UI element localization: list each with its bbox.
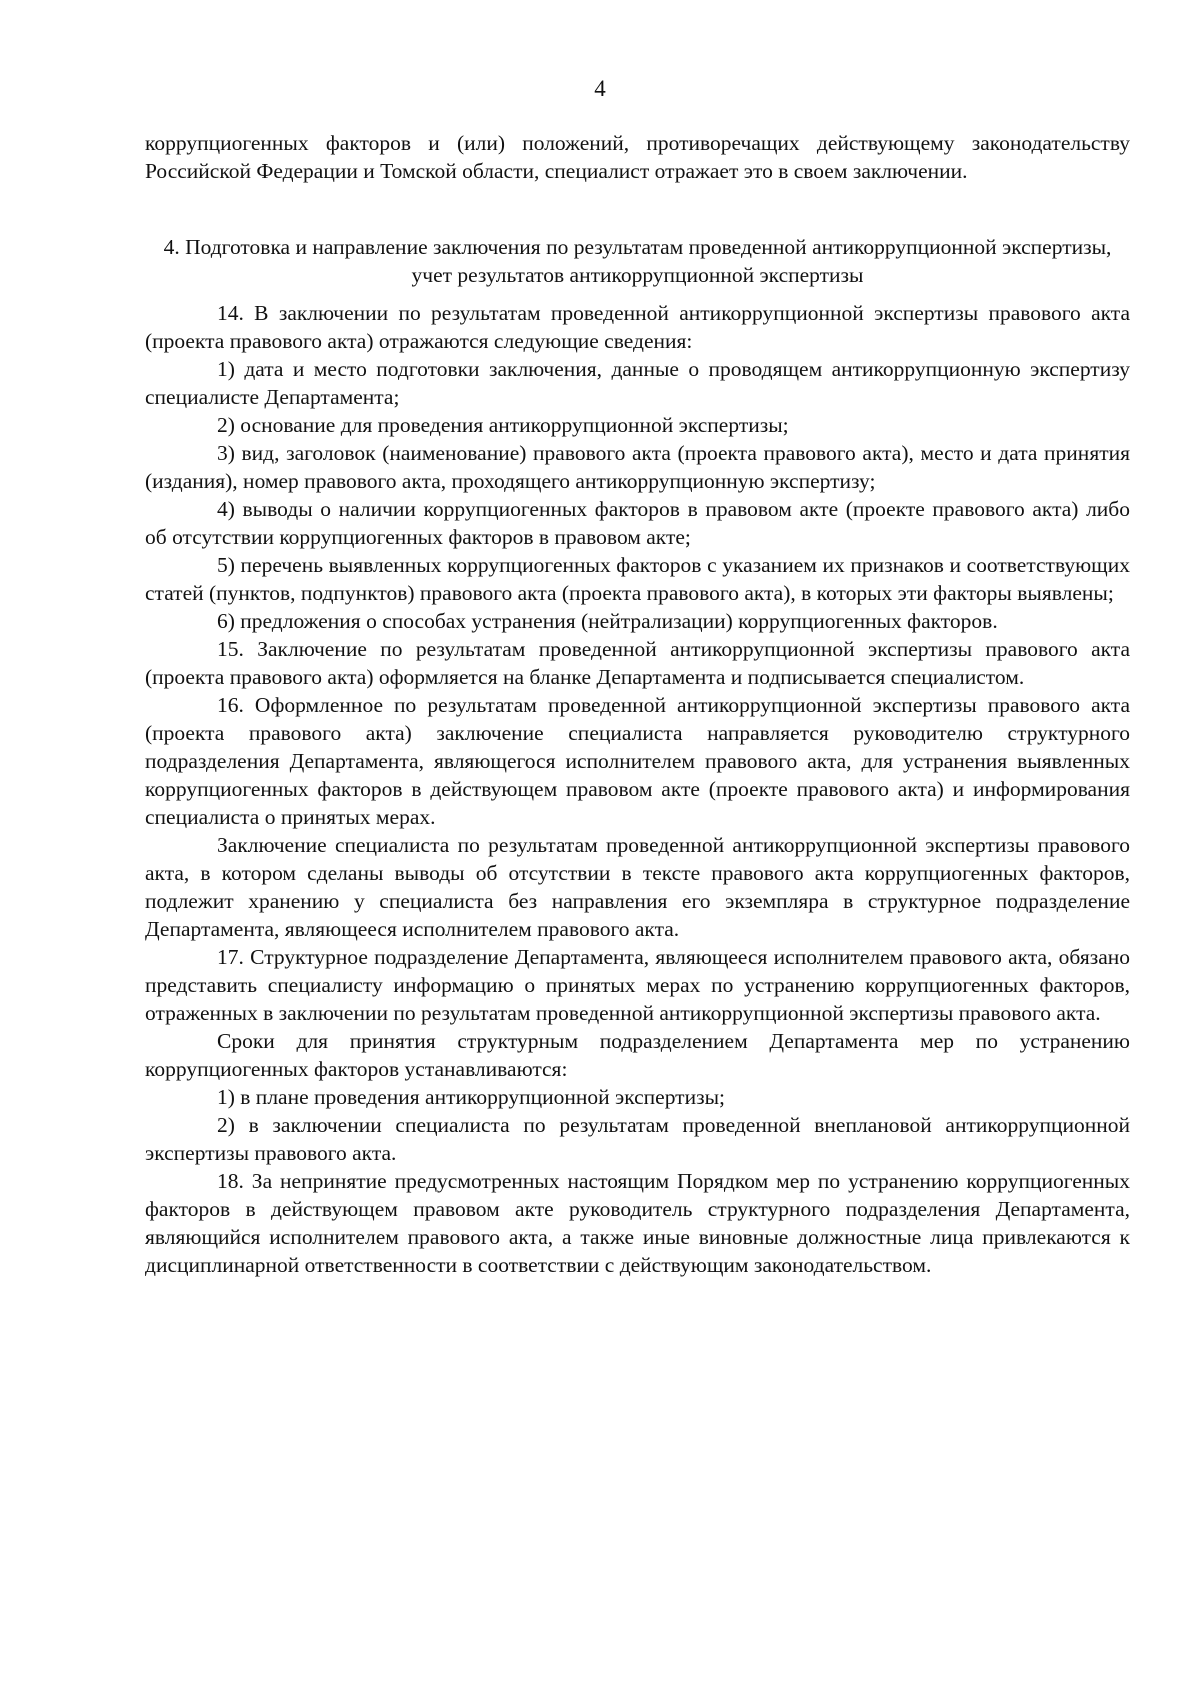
list-item: 3) вид, заголовок (наименование) правового акта (проекта правового акта), место и дата принятия (издания), номер правового акта, проходящего антикоррупционную экспертизу; [145, 441, 1130, 493]
paragraph-continuation: коррупциогенных факторов и (или) положений, противоречащих действующему законодательству Российской Федерации и Томской области, специалист отражает это в своем заключении. [145, 131, 1130, 183]
list-item: 2) в заключении специалиста по результатам проведенной внеплановой антикоррупционной экспертизы правового акта. [145, 1113, 1130, 1165]
list-item: 4) выводы о наличии коррупциогенных факторов в правовом акте (проекте правового акта) либо об отсутствии коррупциогенных факторов в правовом акте; [145, 497, 1130, 549]
list-item: 6) предложения о способах устранения (нейтрализации) коррупциогенных факторов. [217, 609, 998, 633]
paragraph-item-16: 16. Оформленное по результатам проведенной антикоррупционной экспертизы правового акта (проекта правового акта) заключение специалиста направляется руководителю структурного подразделения Департамента, являющегося исполнителем правового акта, для устранения выявленных коррупциогенных факторов в действующем правовом акте (проекте правового акта) и информирования специалиста о принятых мерах. [145, 693, 1130, 829]
list-item: 5) перечень выявленных коррупциогенных факторов с указанием их признаков и соответствующих статей (пунктов, подпунктов) правового акта (проекта правового акта), в которых эти факторы выявлены; [145, 553, 1130, 605]
list-item: 2) основание для проведения антикоррупционной экспертизы; [217, 413, 789, 437]
paragraph-item-15: 15. Заключение по результатам проведенной антикоррупционной экспертизы правового акта (проекта правового акта) оформляется на бланке Департамента и подписывается специалистом. [145, 637, 1130, 689]
list-item: 1) дата и место подготовки заключения, данные о проводящем антикоррупционную экспертизу специалисте Департамента; [145, 357, 1130, 409]
paragraph-item-14: 14. В заключении по результатам проведенной антикоррупционной экспертизы правового акта (проекта правового акта) отражаются следующие сведения: [145, 301, 1130, 353]
section-heading: 4. Подготовка и направление заключения по результатам проведенной антикоррупционной экспертизы, учет результатов антикоррупционной экспертизы [163, 235, 1112, 287]
page-number: 4 [594, 76, 606, 101]
paragraph-item-18: 18. За непринятие предусмотренных настоящим Порядком мер по устранению коррупциогенных факторов в действующем правовом акте руководитель структурного подразделения Департамента, являющийся исполнителем правового акта, а также иные виновные должностные лица привлекаются к дисциплинарной ответственности в соответствии с действующим законодательством. [145, 1169, 1130, 1277]
paragraph: Сроки для принятия структурным подразделением Департамента мер по устранению коррупциогенных факторов устанавливаются: [145, 1029, 1130, 1081]
paragraph: Заключение специалиста по результатам проведенной антикоррупционной экспертизы правового акта, в котором сделаны выводы об отсутствии в тексте правового акта коррупциогенных факторов, подлежит хранению у специалиста без направления его экземпляра в структурное подразделение Департамента, являющееся исполнителем правового акта. [145, 833, 1130, 941]
paragraph-item-17: 17. Структурное подразделение Департамента, являющееся исполнителем правового акта, обязано представить специалисту информацию о принятых мерах по устранению коррупциогенных факторов, отраженных в заключении по результатам проведенной антикоррупционной экспертизы правового акта. [145, 945, 1130, 1025]
document-body [145, 129, 1130, 1279]
list-item: 1) в плане проведения антикоррупционной экспертизы; [217, 1085, 726, 1109]
